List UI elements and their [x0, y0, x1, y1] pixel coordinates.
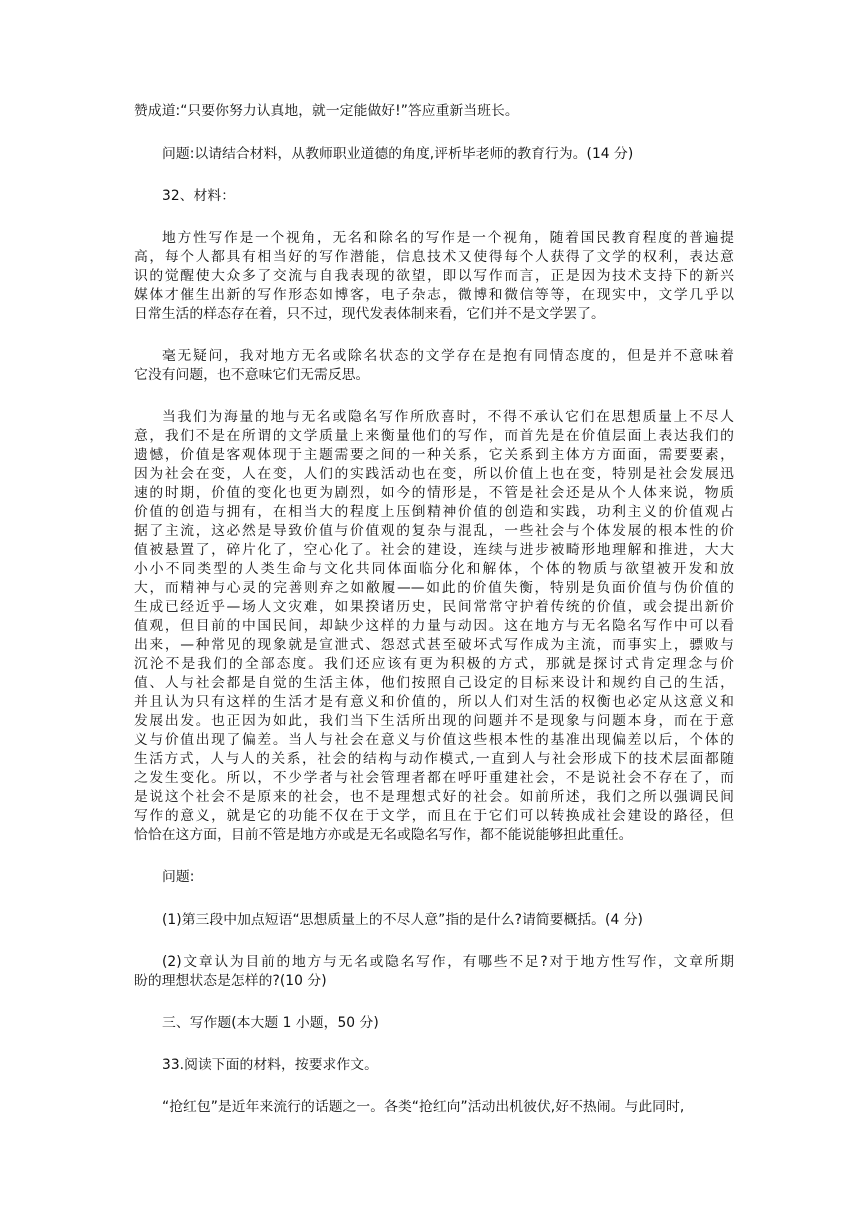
text-line: 据了主流，这必然是导致价值与价值观的复杂与混乱，一些社会与个体发展的根本性的价 [134, 523, 734, 539]
section-heading-writing: 三、写作题(本大题 1 小题，50 分) [162, 1015, 379, 1031]
question-32-heading: 32、材料： [162, 188, 236, 204]
text-line: 生活方式，人与人的关系，社会的结构与动作模式,一直到人与社会形成下的技术层面都随 [134, 751, 734, 767]
question-33: 33.阅读下面的材料，按要求作文。 [162, 1057, 378, 1073]
text-line: 小小不同类型的人类生命与文化共同体面临分化和解体，个体的物质与欲望被开发和放 [134, 561, 734, 577]
sub-question-1: (1)第三段中加点短语“思想质量上的不尽人意”指的是什么?请简要概括。(4 分) [162, 912, 643, 928]
text-line: 媒体才催生出新的写作形态如博客，电子杂志，微博和微信等等，在现实中，文学几乎以 [134, 287, 734, 303]
text-line: 高，每个人都具有相当好的写作潜能，信息技术又使得每个人获得了文学的权利，表达意 [134, 249, 734, 265]
text-line: (2)文章认为目前的地方与无名或隐名写作，有哪些不足?对于地方性写作，文章所期 [162, 954, 734, 970]
text-line: 恰恰在这方面，目前不管是地方亦或是无名或隐名写作，都不能说能够担此重任。 [134, 827, 633, 843]
text-line: 发展出发。也正因为如此，我们当下生活所出现的问题并不是现象与问题本身，而在于意 [134, 713, 734, 729]
text-line: 出来，—种常见的现象就是宣泄式、怨怼式甚至破坏式写作成为主流，而事实上，骠败与 [134, 637, 734, 653]
text-line: 之发生变化。所以，不少学者与社会管理者都在呼吁重建社会，不是说社会不存在了，而 [134, 770, 734, 786]
text-line: 毫无疑问，我对地方无名或除名状态的文学存在是抱有同情态度的，但是并不意味着 [162, 348, 734, 364]
text-line: 写作的意义，就是它的功能不仅在于文学，而且在于它们可以转换成社会建设的路径，但 [134, 808, 734, 824]
text-line: 识的觉醒使大众多了交流与自我表现的欲望，即以写作而言，正是因为技术支持下的新兴 [134, 268, 734, 284]
text-line: 值被悬置了，碎片化了，空心化了。社会的建设，连续与进步被畸形地理解和推进，大大 [134, 542, 734, 558]
text-line: 并且认为只有这样的生活才是有意义和价值的，所以人们对生活的权衡也必定从这意义和 [134, 694, 734, 710]
text-line: 速的时期，价值的变化也更为剧烈，如今的情形是，不管是社会还是从个人体来说，物质 [134, 485, 734, 501]
text-line: 地方性写作是一个视角，无名和除名的写作是一个视角，随着国民教育程度的普遍提 [162, 230, 734, 246]
intro-line: 赞成道:“只要你努力认真地，就一定能做好!”答应重新当班长。 [134, 103, 519, 119]
text-line: 意，我们不是在所谓的文学质量上来衡量他们的写作，而首先是在价值层面上表达我们的 [134, 428, 734, 444]
text-line: 它没有问题，也不意味它们无需反思。 [134, 367, 370, 383]
text-line: 值观，但目前的中国民间，却缺少这样的力量与动因。这在地方与无名隐名写作中可以看 [134, 618, 734, 634]
text-line: 生成已经近乎—场人文灾难，如果揆诸历史，民间常常守护着传统的价值，或会提出新价 [134, 599, 734, 615]
text-line: 遗憾，价值是客观体现于主题需要之间的一种关系，它关系到主体方方面面，需要要素， [134, 447, 734, 463]
text-line: 价值的创造与拥有，在相当大的程度上压倒精神价值的创造和实践，功利主义的价值观占 [134, 504, 734, 520]
text-line: 义与价值出现了偏差。当人与社会在意义与价值这些根本性的基准出现偏差以后，个体的 [134, 732, 734, 748]
text-line: 是说这个社会不是原来的社会，也不是理想式好的社会。如前所述，我们之所以强调民间 [134, 789, 734, 805]
text-line: 值、人与社会都是自觉的生活主体，他们按照自己设定的目标来设计和规约自己的生活， [134, 675, 734, 691]
text-line: 当我们为海量的地与无名或隐名写作所欣喜时，不得不承认它们在思想质量上不尽人 [162, 409, 734, 425]
text-line: 日常生活的样态存在着，只不过，现代发表体制来看，它们并不是文学罢了。 [134, 306, 605, 322]
text-line: 大，而精神与心灵的完善则弃之如敝履——如此的价值失衡，特别是负面价值与伪价值的 [134, 580, 734, 596]
questions-label: 问题: [162, 869, 195, 885]
text-line: 盼的理想状态是怎样的?(10 分) [134, 973, 327, 989]
text-line: 因为社会在变，人在变，人们的实践活动也在变，所以价值上也在变，特别是社会发展迅 [134, 466, 734, 482]
question-31: 问题:以请结合材料，从教师职业道德的角度,评析毕老师的教育行为。(14 分) [162, 146, 634, 162]
text-line: “抢红包”是近年来流行的话题之一。各类“抢红向”活动出机彼伏,好不热闹。与此同时, [162, 1099, 685, 1115]
text-line: 沉沦不是我们的全部态度。我们还应该有更为积极的方式，那就是探讨式肯定理念与价 [134, 656, 734, 672]
